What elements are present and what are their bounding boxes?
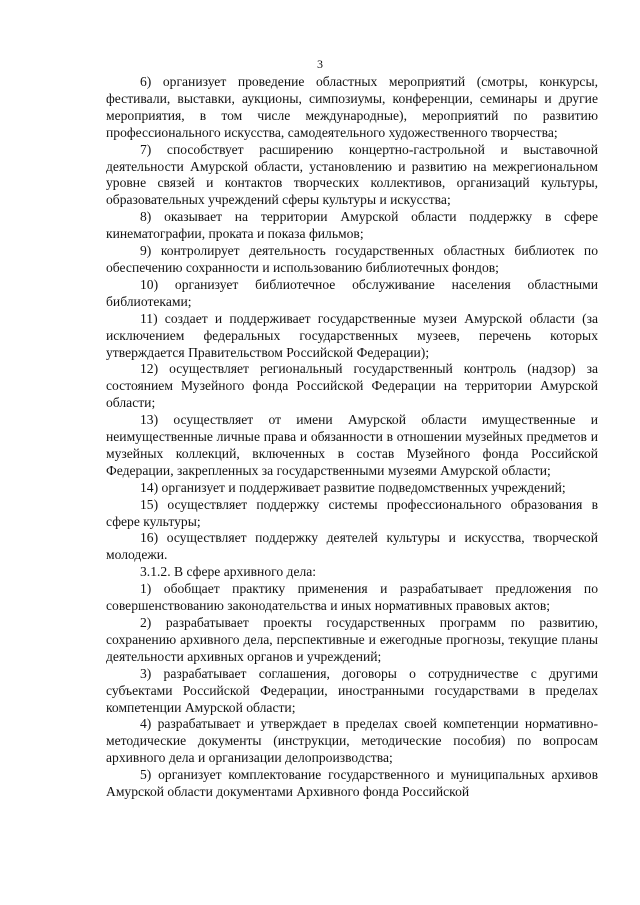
archive-item-2: 2) разрабатывает проекты государственных программ по развитию, сохранению архивного дела, перспективные и ежегодные прогнозы, текущие планы деятельности архивных органов и учреждений;: [106, 615, 598, 664]
archive-item-3: 3) разрабатывает соглашения, договоры о сотрудничестве с другими субъектами Российской Федерации, иностранными государствами в пределах компетенции Амурской области;: [106, 665, 598, 715]
paragraph-item-9: 9) контролирует деятельность государственных областных библиотек по обеспечению сохранности и использованию библиотечных фондов;: [106, 243, 598, 275]
paragraph-item-12: 12) осуществляет региональный государственный контроль (надзор) за состоянием Музейного фонда Российской Федерации на территории Амурской области;: [106, 361, 598, 411]
archive-item-4: 4) разрабатывает и утверждает в пределах своей компетенции нормативно-методические документы (инструкции, методические пособия) по вопросам архивного дела и организации делопроизводства;: [106, 716, 598, 766]
document-body: [106, 74, 598, 801]
paragraph-item-8: 8) оказывает на территории Амурской области поддержку в сфере кинематографии, проката и показа фильмов;: [106, 209, 598, 242]
page-number: 3: [317, 57, 323, 71]
paragraph-item-10: 10) организует библиотечное обслуживание населения областными библиотеками;: [106, 276, 598, 309]
paragraph-item-6: 6) организует проведение областных мероприятий (смотры, конкурсы, фестивали, выставки, аукционы, симпозиумы, конференции, семинары и другие мероприятия, в том числе международные), мероприятий по развитию профессионального искусства, самодеятельного художественного творчества;: [106, 74, 598, 140]
paragraph-item-7: 7) способствует расширению концертно-гастрольной и выставочной деятельности Амурской области, установлению и развитию на межрегиональном уровне связей и контактов творческих коллективов, организаций культуры, образовательных учреждений сферы культуры и искусства;: [106, 141, 598, 208]
paragraph-item-15: 15) осуществляет поддержку системы профессионального образования в сфере культуры;: [106, 496, 598, 529]
archive-item-1: 1) обобщает практику применения и разрабатывает предложения по совершенствованию законодательства и иных нормативных правовых актов;: [106, 581, 598, 614]
paragraph-item-14: 14) организует и поддерживает развитие подведомственных учреждений;: [140, 479, 566, 495]
section-heading-3-1-2: 3.1.2. В сфере архивного дела:: [140, 564, 317, 580]
paragraph-item-16: 16) осуществляет поддержку деятелей культуры и искусства, творческой молодежи.: [106, 530, 598, 563]
archive-item-5: 5) организует комплектование государственного и муниципальных архивов Амурской области документами Архивного фонда Российской: [106, 767, 598, 800]
paragraph-item-11: 11) создает и поддерживает государственные музеи Амурской области (за исключением федеральных государственных музеев, перечень которых утверждается Правительством Российской Федерации);: [106, 310, 598, 360]
paragraph-item-13: 13) осуществляет от имени Амурской области имущественные и неимущественные личные права и обязанности в отношении музейных предметов и музейных коллекций, включенных в состав Музейного фонда Российской Федерации, закрепленных за государственными музеями Амурской области;: [106, 412, 598, 478]
